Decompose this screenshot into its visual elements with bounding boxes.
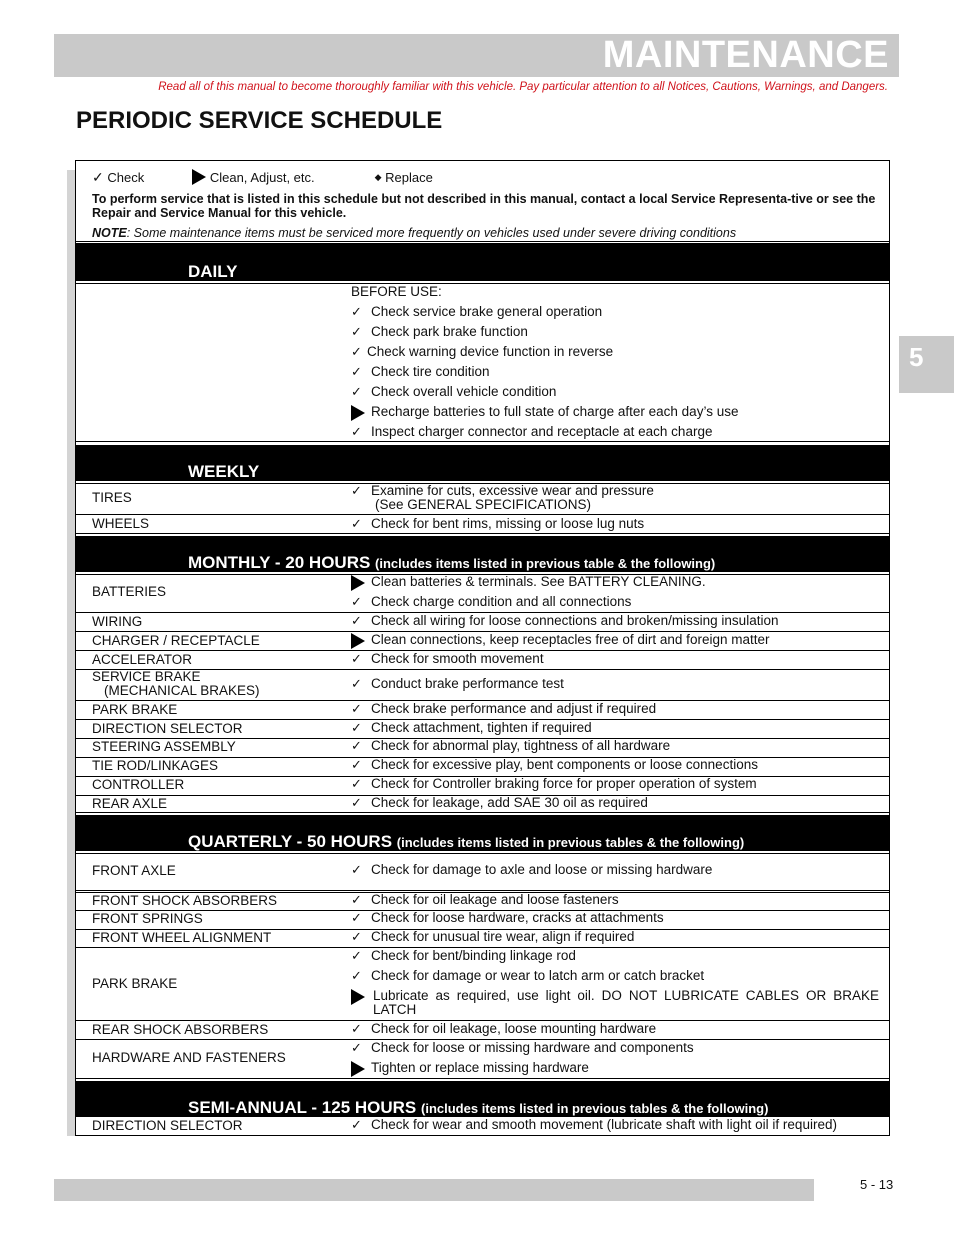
list-item: Clean batteries & terminals. See BATTERY CLEANING. xyxy=(351,575,883,589)
triangle-icon xyxy=(351,405,369,419)
table-row: WHEELS ✓ Check for bent rims, missing or loose lug nuts xyxy=(76,515,889,534)
list-item: ✓ Check overall vehicle condition xyxy=(351,384,557,399)
checkmark-icon: ✓ xyxy=(351,1021,362,1036)
checkmark-icon: ✓ xyxy=(351,364,362,379)
list-item: ✓ Check for abnormal play, tightness of all hardware xyxy=(351,738,671,753)
legend-clean-label: Clean, Adjust, etc. xyxy=(209,169,315,185)
checkmark-icon: ✓ xyxy=(351,613,362,628)
list-item: ✓ Check for loose hardware, cracks at attachments xyxy=(351,910,664,925)
table-row: REAR SHOCK ABSORBERS ✓ Check for oil leakage, loose mounting hardware xyxy=(76,1021,889,1040)
table-row: DIRECTION SELECTOR ✓ Check attachment, tighten if required xyxy=(76,720,889,739)
checkmark-icon: ✓ xyxy=(351,757,362,772)
checkmark-icon: ✓ xyxy=(351,738,362,753)
intro-text: To perform service that is listed in this schedule but not described in this manual, contact a local Service Representa-tive or see the Repair and Service Manual for this vehicle. xyxy=(92,192,876,220)
list-item: ✓ Check for loose or missing hardware and components xyxy=(351,1040,694,1055)
table-row: HARDWARE AND FASTENERS ✓ Check for loose or missing hardware and components Tighten or replace missing hardware xyxy=(76,1040,889,1079)
list-item: ✓ Check all wiring for loose connections and broken/missing insulation xyxy=(351,613,779,628)
list-item: ✓ Check for damage or wear to latch arm or catch bracket xyxy=(351,968,705,983)
legend-replace xyxy=(375,170,433,185)
checkmark-icon: ✓ xyxy=(351,483,362,498)
list-item: ✓ Check for bent rims, missing or loose lug nuts xyxy=(351,516,645,531)
triangle-icon xyxy=(351,633,369,647)
list-item: ✓ Check for oil leakage and loose fasteners xyxy=(351,892,619,907)
checkmark-icon: ✓ xyxy=(351,968,362,983)
checkmark-icon: ✓ xyxy=(351,701,362,716)
list-item: ✓ Check for wear and smooth movement (lubricate shaft with light oil if required) xyxy=(351,1117,837,1132)
note-label: NOTE xyxy=(92,226,127,240)
table-row: CHARGER / RECEPTACLE Clean connections, keep receptacles free of dirt and foreign matter xyxy=(76,632,889,651)
daily-items xyxy=(351,285,883,439)
note-text xyxy=(92,226,882,240)
checkmark-icon: ✓ xyxy=(351,384,362,399)
section-quarterly xyxy=(76,815,889,851)
table-row: ACCELERATOR ✓ Check for smooth movement xyxy=(76,651,889,670)
table-row: WIRING ✓ Check all wiring for loose connections and broken/missing insulation xyxy=(76,613,889,632)
triangle-icon xyxy=(351,1061,369,1075)
checkmark-icon: ✓ xyxy=(351,424,362,439)
list-item: ✓ Check for unusual tire wear, align if required xyxy=(351,929,635,944)
checkmark-icon: ✓ xyxy=(351,720,362,735)
list-item: ✓ Check tire condition xyxy=(351,364,490,379)
section-daily xyxy=(76,243,889,281)
section-quarterly-title: QUARTERLY - 50 HOURS (includes items listed in previous tables & the following) xyxy=(188,832,745,851)
list-item: Recharge batteries to full state of charge after each day’s use xyxy=(351,405,883,419)
table-row: SERVICE BRAKE (MECHANICAL BRAKES) ✓ Conduct brake performance test xyxy=(76,670,889,701)
header-title: MAINTENANCE xyxy=(602,34,889,76)
table-row: CONTROLLER ✓ Check for Controller braking force for proper operation of system xyxy=(76,777,889,796)
list-item: ✓ Check for bent/binding linkage rod xyxy=(351,948,576,963)
list-item: ✓ Check for excessive play, bent components or loose connections xyxy=(351,757,758,772)
list-item: Lubricate as required, use light oil. DO NOT LUBRICATE CABLES OR BRAKE LATCH xyxy=(351,989,883,1017)
section-daily-title: DAILY xyxy=(188,262,238,281)
section-tab xyxy=(899,336,954,393)
list-item: ✓ Check for oil leakage, loose mounting hardware xyxy=(351,1021,657,1036)
table-row: PARK BRAKE ✓ Check for bent/binding linkage rod ✓ Check for damage or wear to latch arm or catch bracket Lubricate as required, use light oil. DO NOT LUBRICATE CABLES OR BRAKE LATCH xyxy=(76,948,889,1021)
checkmark-icon: ✓ xyxy=(351,1040,362,1055)
list-item: ✓ Check brake performance and adjust if required xyxy=(351,701,657,716)
checkmark-icon: ✓ xyxy=(351,776,362,791)
table-row: PARK BRAKE ✓ Check brake performance and adjust if required xyxy=(76,701,889,720)
note-body: : Some maintenance items must be serviced more frequently on vehicles used under severe driving conditions xyxy=(126,226,737,240)
list-item: Clean connections, keep receptacles free of dirt and foreign matter xyxy=(351,633,883,647)
section-weekly-title: WEEKLY xyxy=(188,462,260,481)
legend xyxy=(92,169,433,185)
triangle-icon xyxy=(351,989,369,1003)
checkmark-icon: ✓ xyxy=(351,862,362,877)
list-item: ✓ Check attachment, tighten if required xyxy=(351,720,592,735)
checkmark-icon: ✓ xyxy=(351,676,362,691)
checkmark-icon: ✓ xyxy=(351,929,362,944)
table-row: TIRES ✓ Examine for cuts, excessive wear and pressure (See GENERAL SPECIFICATIONS) xyxy=(76,484,889,515)
checkmark-icon: ✓ xyxy=(351,795,362,810)
table-row: FRONT SHOCK ABSORBERS ✓ Check for oil leakage and loose fasteners xyxy=(76,893,889,911)
legend-clean xyxy=(192,169,314,185)
list-item: ✓ Check park brake function xyxy=(351,324,528,339)
section-semiannual xyxy=(76,1081,889,1117)
list-item: ✓ Conduct brake performance test xyxy=(351,676,564,691)
checkmark-icon: ✓ xyxy=(351,651,362,666)
section-monthly xyxy=(76,536,889,572)
before-use-label: BEFORE USE: xyxy=(351,284,442,299)
daily-row xyxy=(76,285,889,442)
section-monthly-title: MONTHLY - 20 HOURS (includes items listed in previous table & the following) xyxy=(188,553,716,572)
legend-check-label: Check xyxy=(107,169,145,185)
table-row: BATTERIES Clean batteries & terminals. See BATTERY CLEANING. ✓ Check charge condition and all connections xyxy=(76,575,889,613)
triangle-icon xyxy=(351,575,369,589)
list-item: ✓ Check for smooth movement xyxy=(351,651,544,666)
legend-replace-label: Replace xyxy=(385,169,433,185)
checkmark-icon: ✓ xyxy=(351,892,362,907)
table-row: FRONT WHEEL ALIGNMENT ✓ Check for unusual tire wear, align if required xyxy=(76,930,889,948)
table-row: FRONT AXLE ✓ Check for damage to axle and loose or missing hardware xyxy=(76,854,889,891)
schedule-table xyxy=(75,160,890,1136)
list-item: ✓ Check for leakage, add SAE 30 oil as required xyxy=(351,795,648,810)
safety-notice: Read all of this manual to become thoroughly familiar with this vehicle. Pay particular attention to all Notices, Cautions, Warnings, and Dangers. xyxy=(158,81,888,93)
checkmark-icon: ✓ xyxy=(351,516,362,531)
section-weekly xyxy=(76,445,889,481)
list-item: ✓ Check for Controller braking force for proper operation of system xyxy=(351,776,757,791)
checkmark-icon: ✓ xyxy=(351,344,362,359)
checkmark-icon: ✓ xyxy=(351,594,362,609)
footer-bar xyxy=(54,1179,814,1201)
table-row: TIE ROD/LINKAGES ✓ Check for excessive play, bent components or loose connections xyxy=(76,758,889,777)
checkmark-icon: ✓ xyxy=(351,910,362,925)
list-item: Tighten or replace missing hardware xyxy=(351,1061,883,1075)
legend-check xyxy=(92,170,144,185)
table-row: FRONT SPRINGS ✓ Check for loose hardware, cracks at attachments xyxy=(76,911,889,930)
list-item: ✓ Examine for cuts, excessive wear and pressure xyxy=(351,483,654,498)
section-tab-number: 5 xyxy=(909,342,924,372)
checkmark-icon: ✓ xyxy=(351,1117,362,1132)
checkmark-icon: ✓ xyxy=(351,324,362,339)
list-item: ✓ Check service brake general operation xyxy=(351,304,603,319)
table-row: STEERING ASSEMBLY ✓ Check for abnormal play, tightness of all hardware xyxy=(76,739,889,758)
checkmark-icon: ✓ xyxy=(92,169,104,185)
list-item: ✓ Inspect charger connector and receptacle at each charge xyxy=(351,424,713,439)
page-title: PERIODIC SERVICE SCHEDULE xyxy=(76,107,443,134)
table-row: DIRECTION SELECTOR ✓ Check for wear and smooth movement (lubricate shaft with light oil if required) xyxy=(76,1118,889,1136)
header-bar xyxy=(54,34,899,77)
checkmark-icon: ✓ xyxy=(351,948,362,963)
section-semiannual-title: SEMI-ANNUAL - 125 HOURS (includes items listed in previous tables & the following) xyxy=(188,1098,769,1117)
page-number: 5 - 13 xyxy=(860,1177,894,1192)
list-item: ✓ Check for damage to axle and loose or missing hardware xyxy=(351,862,713,877)
list-item: ✓ Check warning device function in reverse xyxy=(351,344,614,359)
list-item: ✓ Check charge condition and all connections xyxy=(351,594,632,609)
table-row: REAR AXLE ✓ Check for leakage, add SAE 30 oil as required xyxy=(76,796,889,813)
checkmark-icon: ✓ xyxy=(351,304,362,319)
triangle-icon xyxy=(192,169,206,185)
diamond-icon: ◆ xyxy=(374,171,382,182)
